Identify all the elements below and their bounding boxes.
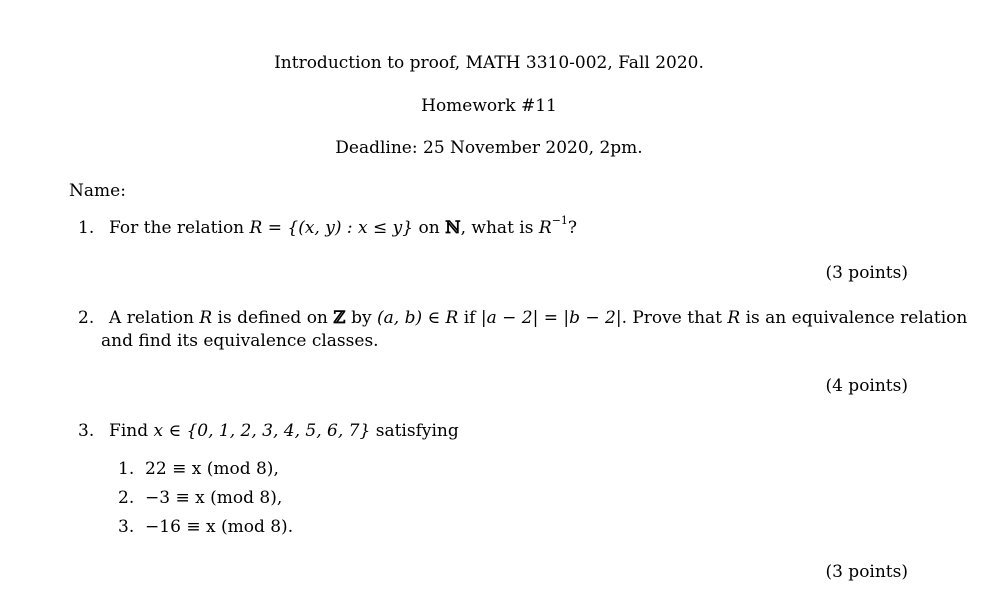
math-expression: R	[199, 308, 213, 328]
sub-item-number: 3.	[118, 517, 135, 537]
math-expression: x ∈ {0, 1, 2, 3, 4, 5, 6, 7}	[153, 421, 371, 441]
problem-text: Find	[109, 421, 154, 441]
problem-text: A relation	[109, 308, 200, 328]
problem-2-line-2: and find its equivalence classes.	[101, 331, 379, 351]
deadline: Deadline: 25 November 2020, 2pm.	[335, 138, 643, 158]
problem-text: . Prove that	[621, 308, 728, 328]
problem-text: , what is	[460, 218, 539, 238]
math-expression: |a − 2| = |b − 2|	[480, 308, 622, 328]
problem-text: by	[345, 308, 378, 328]
homework-title: Homework #11	[421, 96, 557, 116]
sub-item-number: 2.	[118, 488, 135, 508]
problem-3	[78, 421, 459, 441]
sub-item-1	[118, 459, 279, 479]
math-expression: (a, b) ∈ R	[377, 308, 459, 328]
problem-1-points: (3 points)	[825, 263, 908, 283]
problem-number: 2.	[78, 308, 95, 328]
math-expression: R = {(x, y) : x ≤ y}	[249, 218, 414, 238]
sub-item-text: −3 ≡ x (mod 8),	[145, 488, 283, 508]
problem-text: if	[458, 308, 481, 328]
sub-item-text: 22 ≡ x (mod 8),	[145, 459, 279, 479]
problem-text: ?	[567, 218, 578, 238]
name-label: Name:	[69, 181, 126, 201]
problem-3-points: (3 points)	[825, 562, 908, 582]
superscript: −1	[551, 214, 568, 228]
problem-number: 1.	[78, 218, 95, 238]
problem-text: satisfying	[370, 421, 459, 441]
number-set: ℤ	[333, 308, 346, 328]
sub-item-number: 1.	[118, 459, 135, 479]
problem-2	[78, 308, 967, 328]
sub-item-3	[118, 517, 293, 537]
problem-number: 3.	[78, 421, 95, 441]
problem-1	[78, 214, 578, 238]
problem-text: on	[413, 218, 446, 238]
course-title: Introduction to proof, MATH 3310-002, Fall 2020.	[274, 53, 704, 73]
problem-text: For the relation	[109, 218, 250, 238]
problem-text: is defined on	[212, 308, 334, 328]
sub-item-2	[118, 488, 282, 508]
number-set: ℕ	[445, 218, 461, 238]
problem-2-points: (4 points)	[825, 376, 908, 396]
sub-item-text: −16 ≡ x (mod 8).	[145, 517, 294, 537]
math-expression: R	[538, 218, 552, 238]
problem-text: is an equivalence relation	[740, 308, 968, 328]
math-expression: R	[727, 308, 741, 328]
